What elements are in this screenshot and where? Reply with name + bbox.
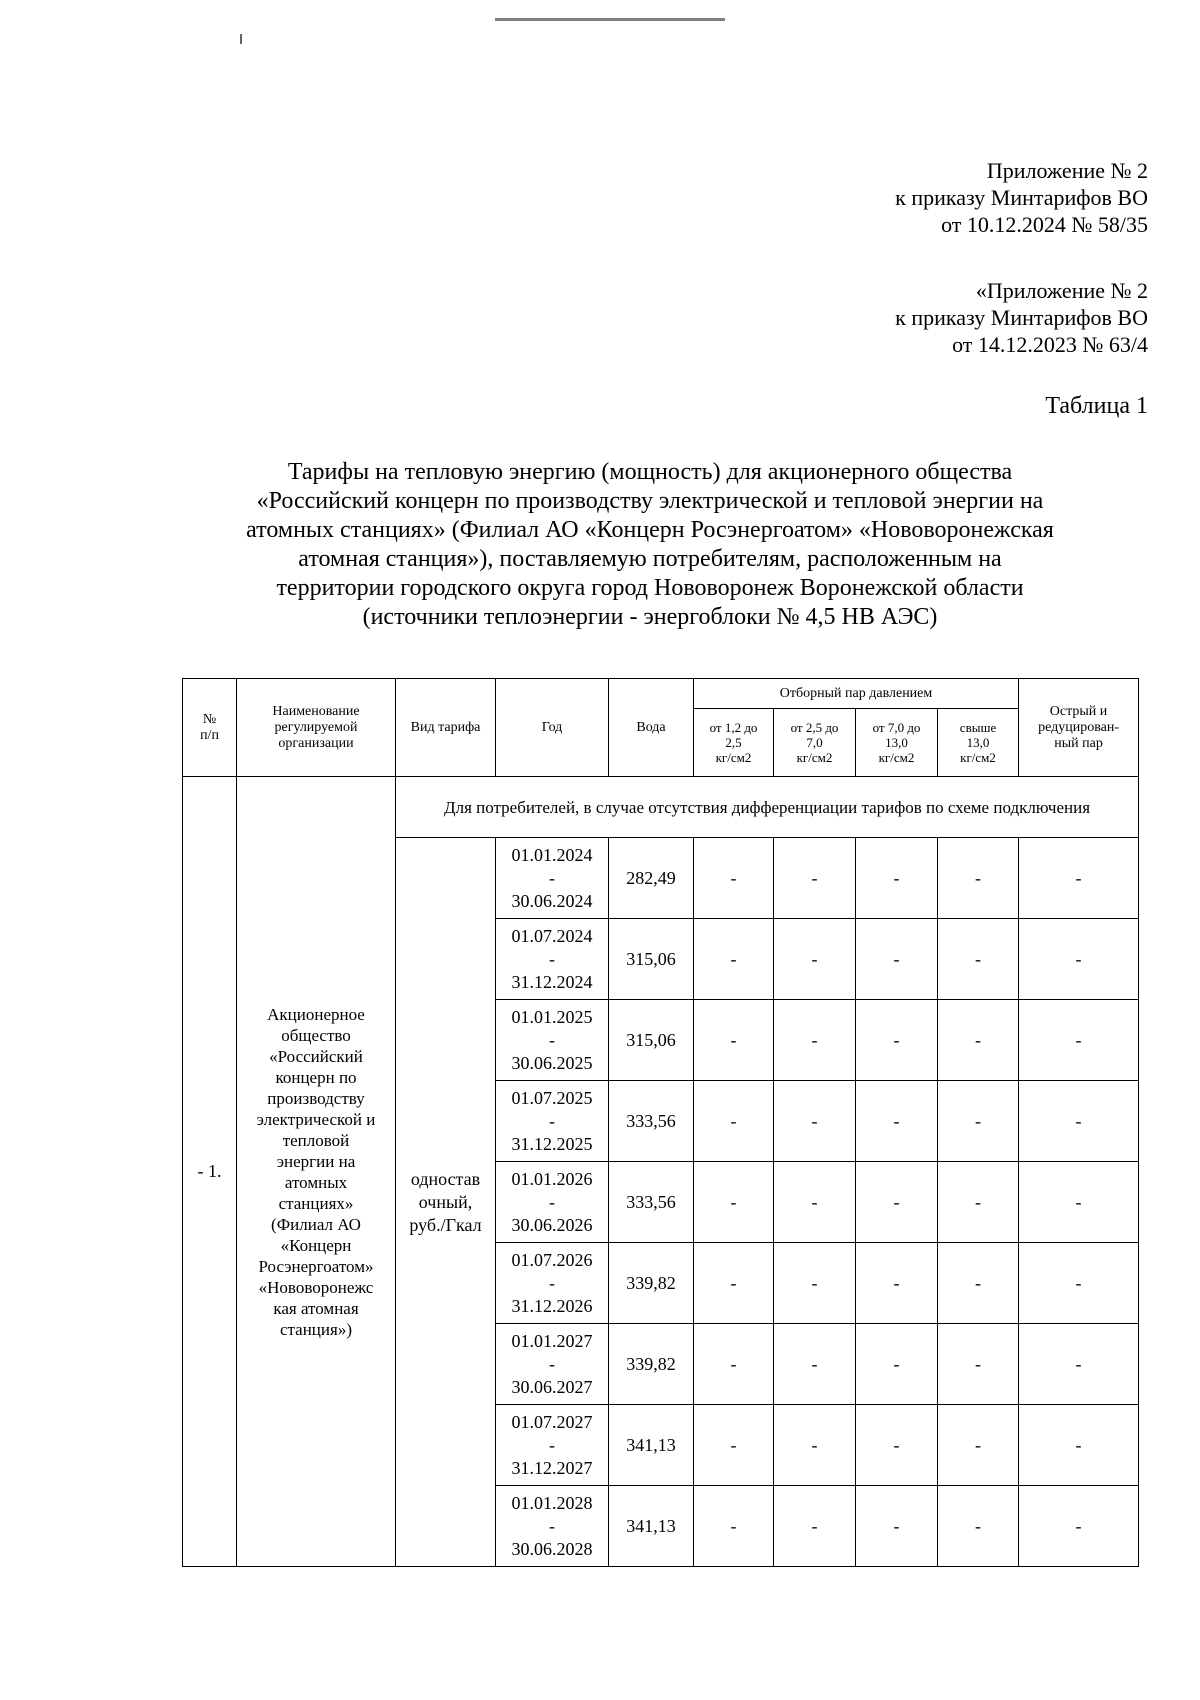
header-line: от 7,0 до (872, 720, 921, 735)
live-steam-cell: - (1019, 1486, 1139, 1567)
title-line: атомных станциях» (Филиал АО «Концерн Росэнергоатом» «Нововоронежская (246, 517, 1054, 543)
header-steam-1 (694, 709, 774, 777)
header-line: 13,0 (966, 735, 990, 750)
header-line: ный пар (1054, 735, 1103, 751)
approval-line: к приказу Минтарифов ВО (895, 305, 1148, 330)
water-tariff-cell: 341,13 (609, 1405, 694, 1486)
title-line: (источники теплоэнергии - энергоблоки № 4,5 НВ АЭС) (362, 604, 938, 630)
live-steam-cell: - (1019, 1081, 1139, 1162)
period-cell (496, 1486, 609, 1567)
header-line: свыше (959, 720, 997, 735)
steam-3-cell: - (856, 1486, 938, 1567)
header-line: редуцирован- (1038, 719, 1119, 735)
steam-1-cell: - (694, 919, 774, 1000)
period-from: 01.07.2027 (511, 1411, 593, 1432)
organization-name-line: «Нововоронежс (258, 1277, 374, 1297)
header-year: Год (496, 679, 609, 777)
period-from: 01.07.2024 (511, 925, 593, 946)
section-banner: Для потребителей, в случае отсутствия дифференциации тарифов по схеме подключения (396, 777, 1139, 838)
steam-1-cell: - (694, 838, 774, 919)
live-steam-cell: - (1019, 1243, 1139, 1324)
header-tariff-type: Вид тарифа (396, 679, 496, 777)
organization-name-line: концерн по (275, 1067, 357, 1087)
title-line: территории городского округа город Нововоронеж Воронежской области (276, 575, 1024, 601)
organization-name-line: Акционерное (267, 1004, 365, 1024)
water-tariff-cell: 282,49 (609, 838, 694, 919)
header-line: Острый и (1049, 703, 1108, 719)
live-steam-cell: - (1019, 919, 1139, 1000)
steam-3-cell: - (856, 1162, 938, 1243)
approval-note-current (895, 157, 1148, 238)
water-tariff-cell: 315,06 (609, 1000, 694, 1081)
period-from: 01.01.2024 (511, 844, 593, 865)
header-line: п/п (200, 727, 219, 743)
period-from: 01.01.2028 (511, 1492, 593, 1513)
organization-name-line: электрической и (256, 1109, 376, 1129)
steam-4-cell: - (938, 919, 1019, 1000)
header-line: Наименование (272, 703, 360, 719)
approval-note-previous (895, 277, 1148, 358)
steam-3-cell: - (856, 1405, 938, 1486)
organization-name-line: энергии на (276, 1151, 356, 1171)
period-to: 30.06.2025 (511, 1052, 593, 1073)
steam-4-cell: - (938, 838, 1019, 919)
organization-name-line: Росэнергоатом» (258, 1256, 374, 1276)
organization-name-line: атомных (284, 1172, 348, 1192)
period-sep: - (549, 1272, 555, 1293)
water-tariff-cell: 333,56 (609, 1081, 694, 1162)
live-steam-cell: - (1019, 1162, 1139, 1243)
steam-2-cell: - (774, 1000, 856, 1081)
steam-1-cell: - (694, 1324, 774, 1405)
steam-2-cell: - (774, 838, 856, 919)
steam-2-cell: - (774, 1081, 856, 1162)
organization-name-line: «Концерн (280, 1235, 352, 1255)
steam-1-cell: - (694, 1405, 774, 1486)
period-to: 31.12.2026 (511, 1295, 593, 1316)
steam-2-cell: - (774, 1162, 856, 1243)
approval-line: Приложение № 2 (986, 158, 1148, 183)
header-steam-group: Отборный пар давлением (694, 679, 1019, 709)
header-line: кг/см2 (796, 750, 833, 765)
steam-3-cell: - (856, 1000, 938, 1081)
tariff-type-line: одностав (410, 1168, 481, 1189)
period-to: 31.12.2025 (511, 1133, 593, 1154)
header-line: 7,0 (806, 735, 823, 750)
water-tariff-cell: 339,82 (609, 1243, 694, 1324)
header-line: от 1,2 до (709, 720, 758, 735)
title-line: Тарифы на тепловую энергию (мощность) для акционерного общества (287, 459, 1013, 485)
steam-3-cell: - (856, 1324, 938, 1405)
steam-1-cell: - (694, 1486, 774, 1567)
title-line: атомная станция»), поставляемую потребителям, расположенным на (298, 546, 1002, 572)
header-line: 13,0 (885, 735, 908, 750)
period-cell (496, 1324, 609, 1405)
organization-name (237, 777, 396, 1567)
period-sep: - (549, 1353, 555, 1374)
period-sep: - (549, 867, 555, 888)
table-label: Таблица 1 (1045, 393, 1148, 419)
period-sep: - (549, 1191, 555, 1212)
header-live-steam (1019, 679, 1139, 777)
steam-2-cell: - (774, 1324, 856, 1405)
steam-4-cell: - (938, 1486, 1019, 1567)
steam-2-cell: - (774, 1486, 856, 1567)
organization-name-line: (Филиал АО (271, 1214, 361, 1234)
steam-1-cell: - (694, 1000, 774, 1081)
live-steam-cell: - (1019, 1324, 1139, 1405)
entry-number: - 1. (183, 777, 237, 1567)
period-sep: - (549, 948, 555, 969)
approval-line: от 14.12.2023 № 63/4 (952, 332, 1148, 357)
header-num (183, 679, 237, 777)
period-from: 01.01.2026 (511, 1168, 593, 1189)
period-sep: - (549, 1110, 555, 1131)
period-to: 31.12.2027 (511, 1457, 593, 1478)
live-steam-cell: - (1019, 838, 1139, 919)
header-line: 2,5 (725, 735, 742, 750)
organization-name-line: станциях» (278, 1193, 354, 1213)
steam-2-cell: - (774, 919, 856, 1000)
period-cell (496, 1000, 609, 1081)
header-line: организации (278, 735, 354, 751)
header-line: от 2,5 до (790, 720, 839, 735)
period-from: 01.07.2025 (511, 1087, 593, 1108)
tariff-type-line: очный, (418, 1191, 473, 1212)
header-steam-2 (774, 709, 856, 777)
period-to: 30.06.2024 (511, 890, 593, 911)
water-tariff-cell: 339,82 (609, 1324, 694, 1405)
live-steam-cell: - (1019, 1405, 1139, 1486)
period-to: 31.12.2024 (511, 971, 593, 992)
header-org (237, 679, 396, 777)
period-cell (496, 1405, 609, 1486)
period-from: 01.07.2026 (511, 1249, 593, 1270)
organization-name-line: кая атомная (273, 1298, 359, 1318)
steam-2-cell: - (774, 1243, 856, 1324)
tariff-table (182, 678, 1139, 1567)
tariff-type-line: руб./Гкал (409, 1214, 482, 1235)
header-water: Вода (609, 679, 694, 777)
tariff-type-cell (396, 838, 496, 1567)
organization-name-line: станция») (279, 1319, 352, 1339)
period-sep: - (549, 1434, 555, 1455)
document-title (150, 458, 1150, 632)
steam-4-cell: - (938, 1081, 1019, 1162)
steam-4-cell: - (938, 1243, 1019, 1324)
period-sep: - (549, 1515, 555, 1536)
header-steam-3 (856, 709, 938, 777)
header-steam-4 (938, 709, 1019, 777)
steam-3-cell: - (856, 919, 938, 1000)
period-from: 01.01.2027 (511, 1330, 593, 1351)
organization-name-line: «Российский (269, 1046, 363, 1066)
water-tariff-cell: 315,06 (609, 919, 694, 1000)
period-cell (496, 919, 609, 1000)
live-steam-cell: - (1019, 1000, 1139, 1081)
steam-1-cell: - (694, 1081, 774, 1162)
steam-2-cell: - (774, 1405, 856, 1486)
steam-4-cell: - (938, 1162, 1019, 1243)
water-tariff-cell: 341,13 (609, 1486, 694, 1567)
header-line: кг/см2 (878, 750, 915, 765)
steam-3-cell: - (856, 1081, 938, 1162)
period-from: 01.01.2025 (511, 1006, 593, 1027)
header-line: кг/см2 (715, 750, 752, 765)
header-line: № (202, 711, 217, 727)
period-cell (496, 838, 609, 919)
steam-4-cell: - (938, 1000, 1019, 1081)
steam-4-cell: - (938, 1324, 1019, 1405)
approval-line: от 10.12.2024 № 58/35 (941, 212, 1148, 237)
organization-name-line: тепловой (282, 1130, 350, 1150)
steam-4-cell: - (938, 1405, 1019, 1486)
steam-1-cell: - (694, 1243, 774, 1324)
steam-3-cell: - (856, 838, 938, 919)
organization-name-line: общество (281, 1025, 351, 1045)
steam-3-cell: - (856, 1243, 938, 1324)
scan-noise-top (495, 18, 725, 21)
steam-1-cell: - (694, 1162, 774, 1243)
header-line: регулируемой (274, 719, 358, 735)
header-line: кг/см2 (960, 750, 996, 765)
period-to: 30.06.2027 (511, 1376, 593, 1397)
water-tariff-cell: 333,56 (609, 1162, 694, 1243)
organization-name-line: производству (267, 1088, 365, 1108)
period-sep: - (549, 1029, 555, 1050)
period-cell (496, 1081, 609, 1162)
period-to: 30.06.2026 (511, 1214, 593, 1235)
title-line: «Российский концерн по производству электрической и тепловой энергии на (256, 488, 1044, 514)
period-cell (496, 1243, 609, 1324)
period-to: 30.06.2028 (511, 1538, 593, 1559)
approval-line: к приказу Минтарифов ВО (895, 185, 1148, 210)
period-cell (496, 1162, 609, 1243)
scan-noise-top-left (240, 34, 242, 44)
approval-line: «Приложение № 2 (975, 278, 1148, 303)
